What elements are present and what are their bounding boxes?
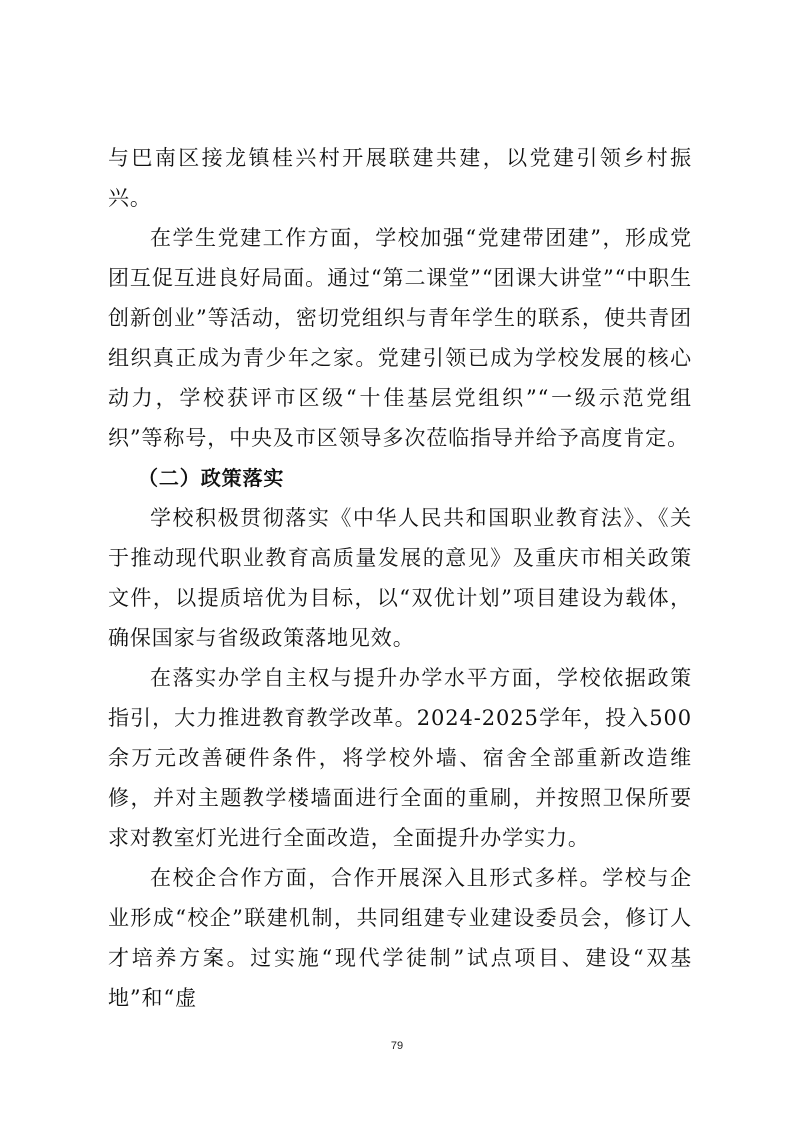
page-number: 79 <box>390 1040 404 1052</box>
body-text <box>108 138 692 1018</box>
paragraph-policy-implementation: 学校积极贯彻落实《中华人民共和国职业教育法》、《关于推动现代职业教育高质量发展的意见》及重庆市相关政策文件，以提质培优为目标，以“双优计划”项目建设为载体，确保国家与省级政策落地见效。 <box>108 506 692 650</box>
section-heading-policy: （二）政策落实 <box>138 466 285 490</box>
paragraph-student-party-building: 在学生党建工作方面，学校加强“党建带团建”，形成党团互促互进良好局面。通过“第二课堂”“团课大讲堂”“中职生创新创业”等活动，密切党组织与青年学生的联系，使共青团组织真正成为青少年之家。党建引领已成为学校发展的核心动力，学校获评市区级“十佳基层党组织”“一级示范党组织”等称号，中央及市区领导多次莅临指导并给予高度肯定。 <box>108 226 692 450</box>
paragraph-continuation: 与巴南区接龙镇桂兴村开展联建共建，以党建引领乡村振兴。 <box>108 146 692 210</box>
paragraph-school-enterprise: 在校企合作方面，合作开展深入且形式多样。学校与企业形成“校企”联建机制，共同组建专业建设委员会，修订人才培养方案。过实施“现代学徒制”试点项目、建设“双基地”和“虚 <box>108 866 692 1010</box>
paragraph-school-autonomy: 在落实办学自主权与提升办学水平方面，学校依据政策指引，大力推进教育教学改革。2024-2025学年，投入500余万元改善硬件条件，将学校外墙、宿舍全部重新改造维修，并对主题教学楼墙面进行全面的重刷，并按照卫保所要求对教室灯光进行全面改造，全面提升办学实力。 <box>108 666 692 850</box>
